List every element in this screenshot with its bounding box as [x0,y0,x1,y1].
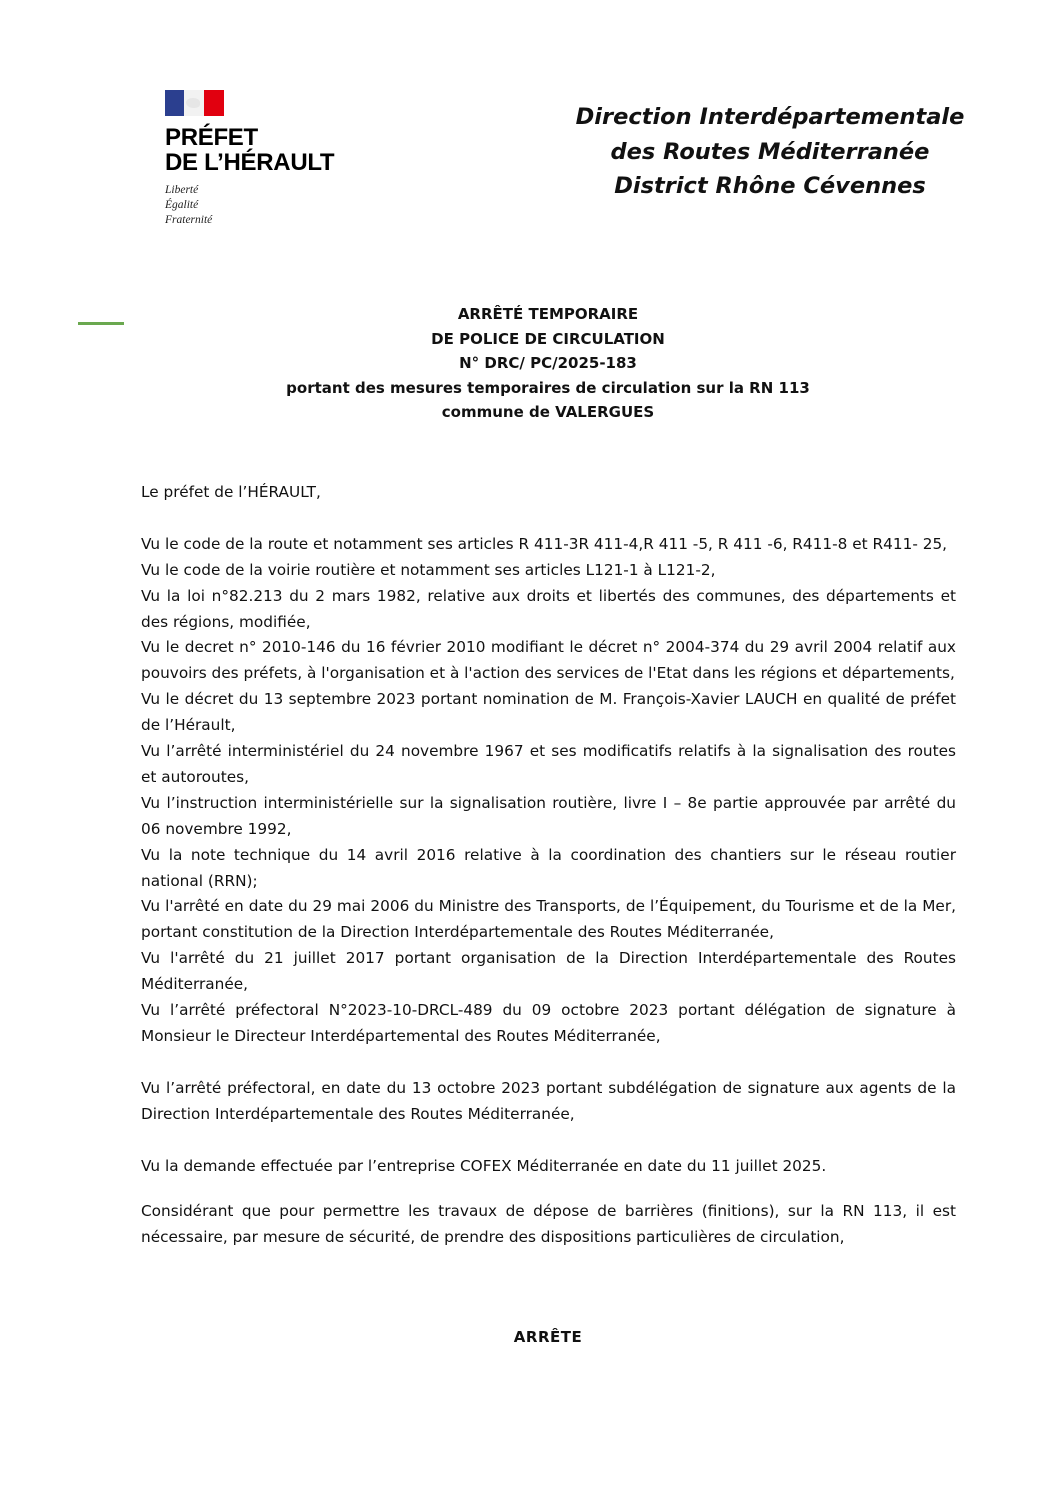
vu-demande: Vu la demande effectuée par l’entreprise COFEX Méditerranée en date du 11 juillet 2025. [141,1156,827,1175]
vu-item: Vu l'arrêté en date du 29 mai 2006 du Ministre des Transports, de l’Équipement, du Tourisme et de la Mer, portant constitution de la Direction Interdépartementale des Routes Méditerranée, [141,897,956,942]
vu-subdelegation: Vu l’arrêté préfectoral, en date du 13 octobre 2023 portant subdélégation de signature aux agents de la Direction Interdépartementale des Routes Méditerranée, [141,1078,956,1123]
title-subject: portant des mesures temporaires de circulation sur la RN 113 [286,378,810,397]
direction-line3: District Rhône Cévennes [614,173,926,199]
vu-item: Vu le code de la route et notamment ses articles R 411-3R 411-4,R 411 -5, R 411 -6, R411-8 et R411- 25, [141,534,948,553]
logo-title [165,125,335,175]
direction-line1: Direction Interdépartementale [575,104,965,130]
vu-item: Vu l'arrêté du 21 juillet 2017 portant organisation de la Direction Interdépartementale des Routes Méditerranée, [141,949,956,994]
vu-item: Vu le code de la voirie routière et notamment ses articles L121-1 à L121-2, [141,560,716,579]
accent-divider [78,322,124,325]
issuing-direction [560,100,980,204]
intro-prefect: Le préfet de l’HÉRAULT, [141,483,321,501]
decree-body [141,480,956,1251]
vu-item: Vu la loi n°82.213 du 2 mars 1982, relative aux droits et libertés des communes, des départements et des régions, modifiée, [141,586,956,631]
direction-line2: des Routes Méditerranée [610,138,930,165]
logo-title-line2: DE L’HÉRAULT [165,149,335,176]
motto-liberte: Liberté [165,184,199,196]
prefecture-logo [165,90,335,228]
vu-item: Vu le decret n° 2010-146 du 16 février 2010 modifiant le décret n° 2004-374 du 29 avril 2004 relatif aux pouvoirs des préfets, à l'organisation et à l'action des services de l'Etat dans les régions et départements, [141,638,956,683]
arrete-heading: ARRÊTE [513,1328,583,1346]
vu-item: Vu l’arrêté interministériel du 24 novembre 1967 et ses modificatifs relatifs à la signalisation des routes et autoroutes, [141,742,956,786]
vu-item: Vu l’instruction interministérielle sur la signalisation routière, livre I – 8e partie approuvée par arrêté du 06 novembre 1992, [141,793,956,838]
vu-item: Vu l’arrêté préfectoral N°2023-10-DRCL-489 du 09 octobre 2023 portant délégation de signature à Monsieur le Directeur Interdépartemental des Routes Méditerranée, [141,1001,956,1046]
title-line2: DE POLICE DE CIRCULATION [431,329,665,348]
republic-motto [165,183,335,228]
decree-number: N° DRC/ PC/2025-183 [459,354,637,372]
decree-title [150,302,946,425]
title-commune: commune de VALERGUES [441,403,655,421]
title-line1: ARRÊTÉ TEMPORAIRE [457,305,639,323]
logo-title-line1: PRÉFET [165,124,258,151]
vu-list [141,532,956,1050]
considerant: Considérant que pour permettre les travaux de dépose de barrières (finitions), sur la RN 113, il est nécessaire, par mesure de sécurité, de prendre des dispositions particulières de circulation, [141,1202,956,1247]
vu-item: Vu la note technique du 14 avril 2016 relative à la coordination des chantiers sur le réseau routier national (RRN); [141,845,956,890]
marianne-flag-icon [165,90,224,116]
motto-egalite: Égalité [165,199,199,211]
vu-item: Vu le décret du 13 septembre 2023 portant nomination de M. François-Xavier LAUCH en qualité de préfet de l’Hérault, [141,690,956,735]
motto-fraternite: Fraternité [165,214,213,226]
